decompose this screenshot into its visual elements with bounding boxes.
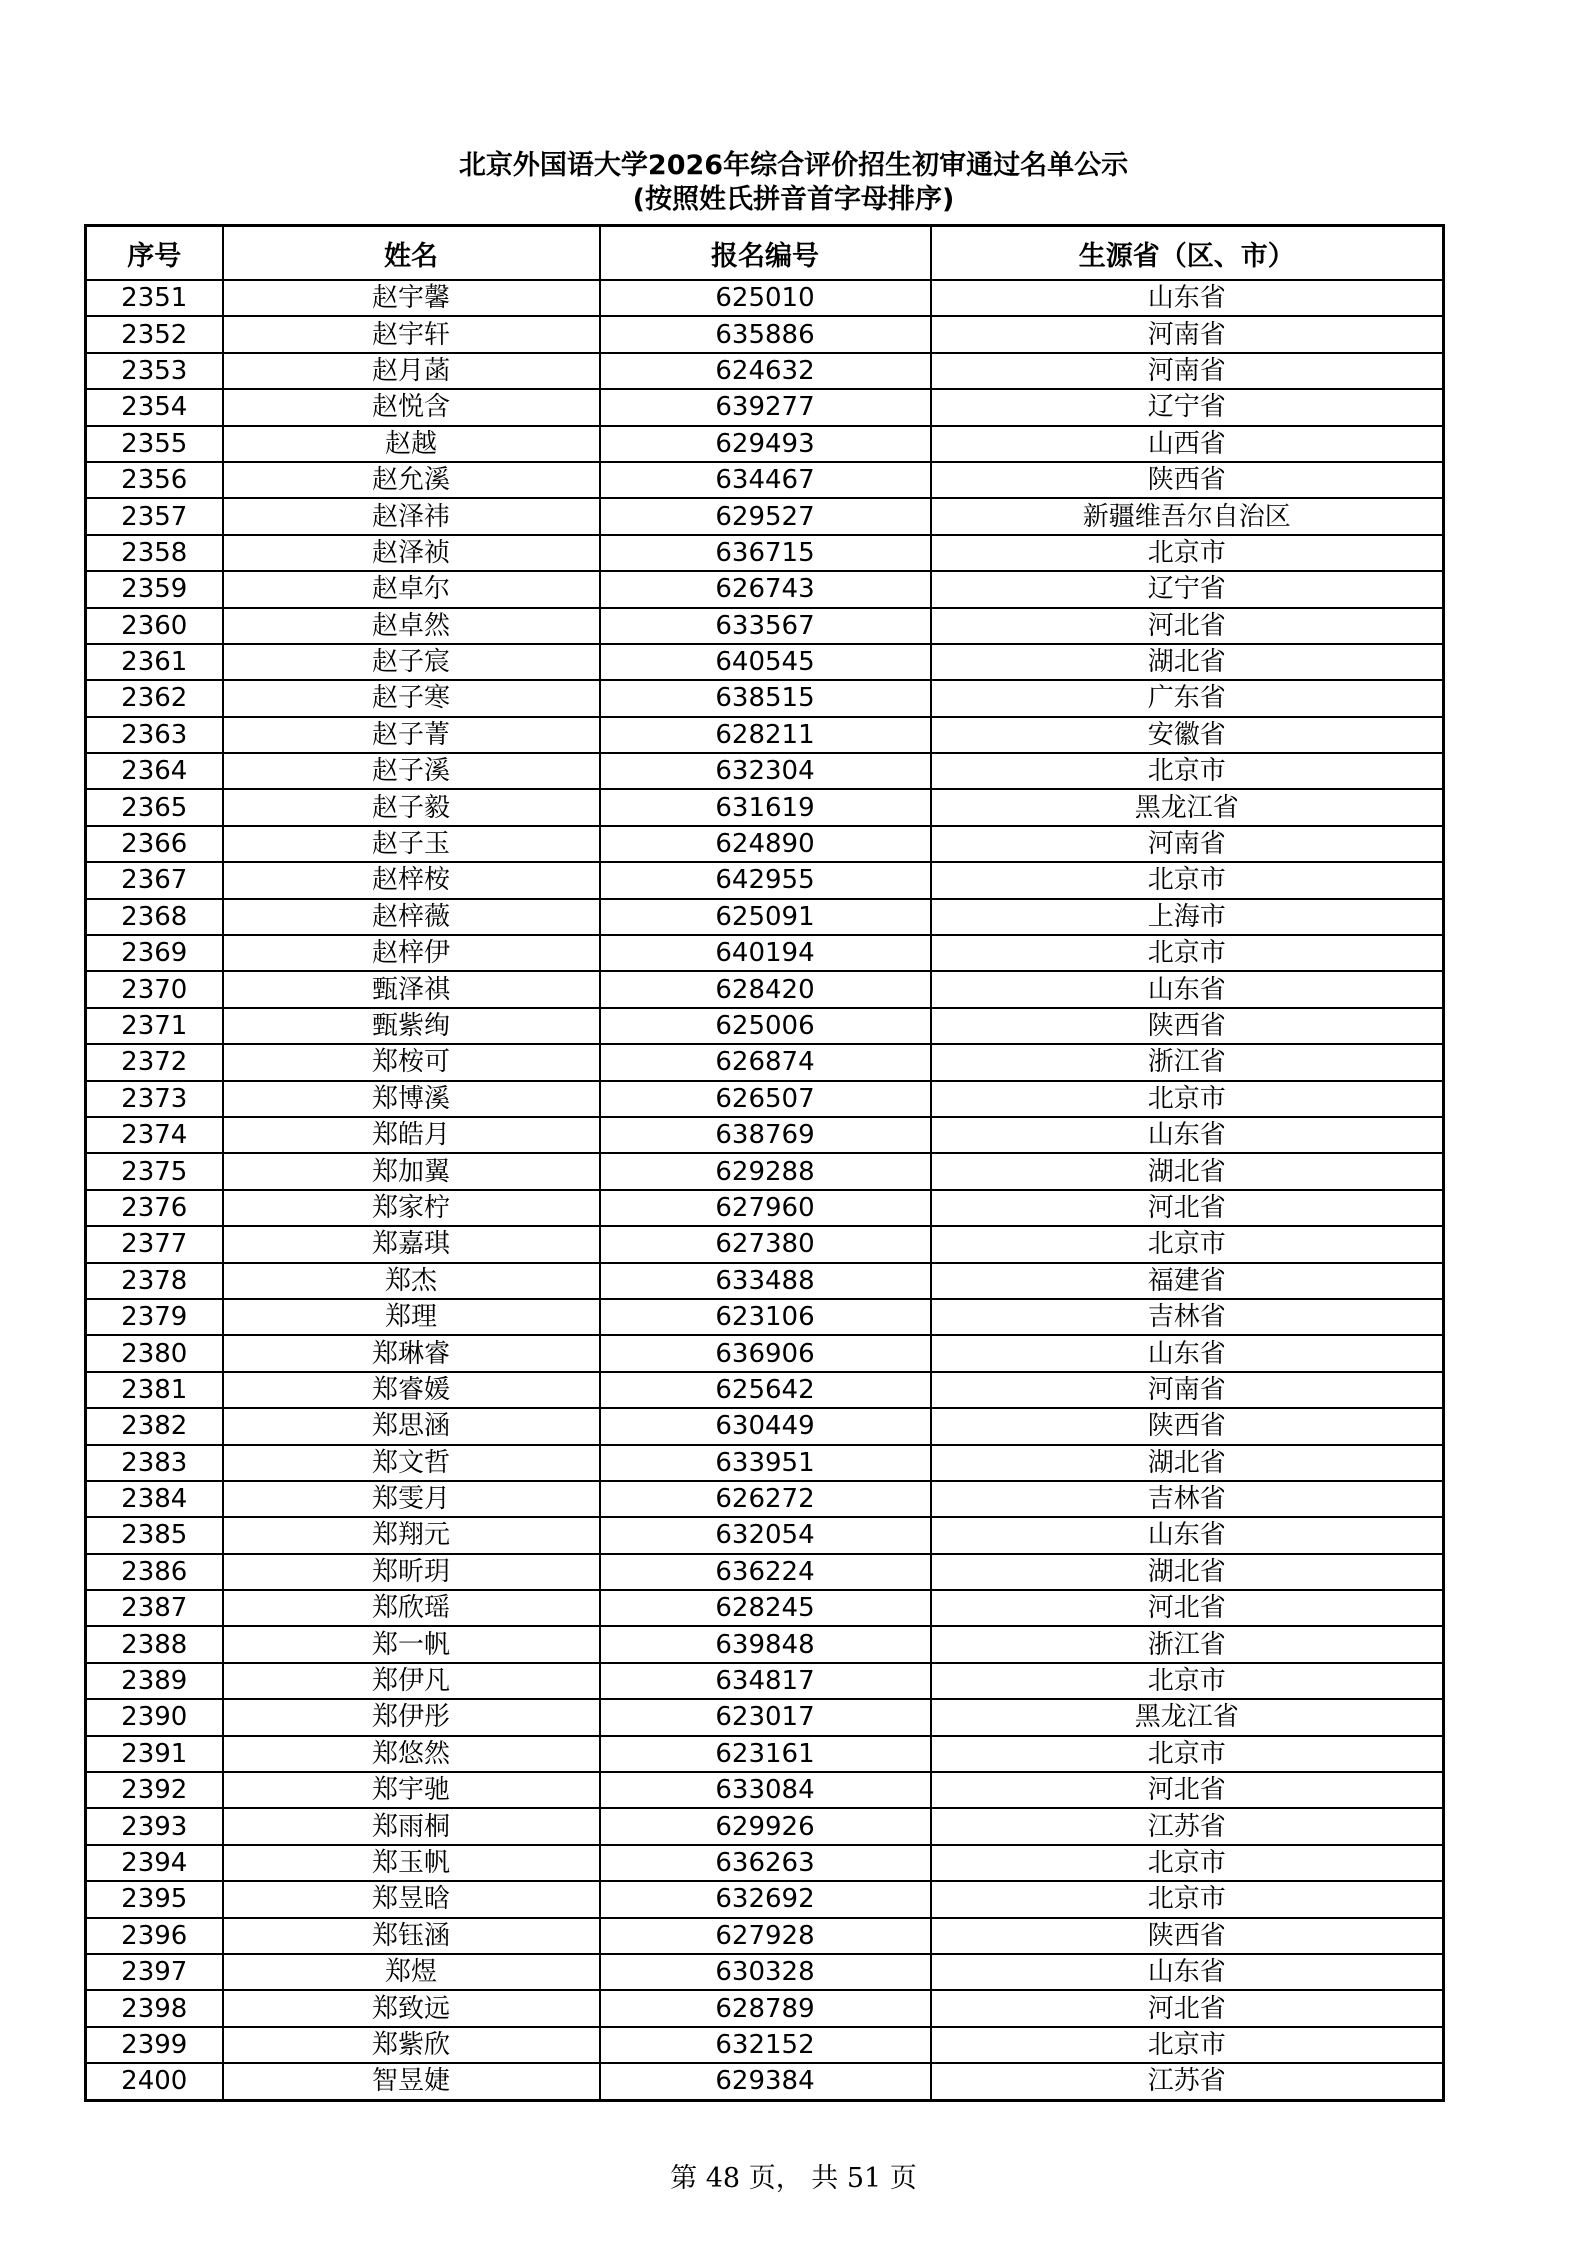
cell-registration-number: 625006 — [600, 1008, 931, 1044]
table-row — [86, 1918, 1444, 1954]
cell-serial-number: 2390 — [86, 1699, 223, 1735]
cell-name: 郑悠然 — [223, 1736, 600, 1772]
table-row — [86, 789, 1444, 825]
cell-registration-number: 629527 — [600, 498, 931, 534]
cell-serial-number: 2377 — [86, 1226, 223, 1262]
table-row — [86, 353, 1444, 389]
cell-name: 赵悦含 — [223, 389, 600, 425]
table-row — [86, 1408, 1444, 1444]
cell-province: 山东省 — [931, 1517, 1444, 1553]
table-row — [86, 1481, 1444, 1517]
cell-province: 北京市 — [931, 935, 1444, 971]
table-row — [86, 1772, 1444, 1808]
cell-province: 湖北省 — [931, 1445, 1444, 1481]
table-row — [86, 1517, 1444, 1553]
cell-province: 江苏省 — [931, 1808, 1444, 1844]
cell-province: 河北省 — [931, 1190, 1444, 1226]
table-row — [86, 1881, 1444, 1917]
cell-name: 郑紫欣 — [223, 2027, 600, 2063]
cell-serial-number: 2358 — [86, 535, 223, 571]
cell-serial-number: 2378 — [86, 1263, 223, 1299]
cell-serial-number: 2376 — [86, 1190, 223, 1226]
cell-province: 湖北省 — [931, 644, 1444, 680]
header-serial-number: 序号 — [86, 226, 223, 281]
cell-registration-number: 623161 — [600, 1736, 931, 1772]
header-name: 姓名 — [223, 226, 600, 281]
cell-serial-number: 2374 — [86, 1117, 223, 1153]
table-row — [86, 1445, 1444, 1481]
cell-registration-number: 632304 — [600, 753, 931, 789]
cell-name: 郑理 — [223, 1299, 600, 1335]
table-row — [86, 462, 1444, 498]
cell-name: 郑雯月 — [223, 1481, 600, 1517]
cell-province: 山东省 — [931, 971, 1444, 1007]
table-row — [86, 1990, 1444, 2026]
cell-registration-number: 624890 — [600, 826, 931, 862]
cell-registration-number: 626874 — [600, 1044, 931, 1080]
table-row — [86, 680, 1444, 716]
cell-registration-number: 628789 — [600, 1990, 931, 2026]
table-row — [86, 1954, 1444, 1990]
cell-province: 山东省 — [931, 1117, 1444, 1153]
cell-province: 北京市 — [931, 862, 1444, 898]
cell-name: 郑雨桐 — [223, 1808, 600, 1844]
cell-serial-number: 2352 — [86, 316, 223, 352]
cell-province: 山东省 — [931, 1954, 1444, 1990]
table-row — [86, 644, 1444, 680]
table-row — [86, 426, 1444, 462]
cell-serial-number: 2366 — [86, 826, 223, 862]
cell-province: 黑龙江省 — [931, 1699, 1444, 1735]
cell-serial-number: 2363 — [86, 717, 223, 753]
cell-serial-number: 2351 — [86, 280, 223, 316]
cell-registration-number: 629384 — [600, 2063, 931, 2100]
table-row — [86, 862, 1444, 898]
cell-serial-number: 2398 — [86, 1990, 223, 2026]
cell-province: 福建省 — [931, 1263, 1444, 1299]
cell-province: 江苏省 — [931, 2063, 1444, 2100]
cell-serial-number: 2387 — [86, 1590, 223, 1626]
document-subtitle: (按照姓氏拼音首字母排序) — [632, 184, 955, 215]
cell-serial-number: 2355 — [86, 426, 223, 462]
cell-province: 北京市 — [931, 753, 1444, 789]
cell-registration-number: 634467 — [600, 462, 931, 498]
cell-registration-number: 639277 — [600, 389, 931, 425]
table-row — [86, 1699, 1444, 1735]
cell-serial-number: 2380 — [86, 1335, 223, 1371]
cell-serial-number: 2393 — [86, 1808, 223, 1844]
cell-province: 湖北省 — [931, 1153, 1444, 1189]
table-row — [86, 971, 1444, 1007]
table-row — [86, 1335, 1444, 1371]
cell-registration-number: 633084 — [600, 1772, 931, 1808]
cell-serial-number: 2362 — [86, 680, 223, 716]
cell-serial-number: 2365 — [86, 789, 223, 825]
cell-name: 甄泽祺 — [223, 971, 600, 1007]
cell-registration-number: 636224 — [600, 1554, 931, 1590]
cell-registration-number: 640545 — [600, 644, 931, 680]
cell-registration-number: 625010 — [600, 280, 931, 316]
cell-name: 郑致远 — [223, 1990, 600, 2026]
table-row — [86, 1190, 1444, 1226]
cell-name: 郑嘉琪 — [223, 1226, 600, 1262]
cell-registration-number: 624632 — [600, 353, 931, 389]
table-row — [86, 2063, 1444, 2100]
cell-province: 山东省 — [931, 1335, 1444, 1371]
cell-province: 山东省 — [931, 280, 1444, 316]
cell-serial-number: 2364 — [86, 753, 223, 789]
cell-name: 郑钰涵 — [223, 1918, 600, 1954]
cell-name: 赵子玉 — [223, 826, 600, 862]
cell-serial-number: 2375 — [86, 1153, 223, 1189]
cell-registration-number: 626507 — [600, 1081, 931, 1117]
page-footer: 第 48 页， 共 51 页 — [670, 2163, 917, 2194]
cell-province: 陕西省 — [931, 1408, 1444, 1444]
cell-serial-number: 2397 — [86, 1954, 223, 1990]
cell-province: 新疆维吾尔自治区 — [931, 498, 1444, 534]
admission-list-table — [84, 224, 1445, 2102]
table-row — [86, 1299, 1444, 1335]
table-row — [86, 1626, 1444, 1662]
table-row — [86, 608, 1444, 644]
cell-registration-number: 627380 — [600, 1226, 931, 1262]
cell-serial-number: 2395 — [86, 1881, 223, 1917]
cell-serial-number: 2370 — [86, 971, 223, 1007]
cell-name: 郑伊凡 — [223, 1663, 600, 1699]
cell-serial-number: 2368 — [86, 899, 223, 935]
cell-registration-number: 639848 — [600, 1626, 931, 1662]
cell-name: 赵泽祎 — [223, 498, 600, 534]
cell-province: 陕西省 — [931, 1918, 1444, 1954]
table-row — [86, 1845, 1444, 1881]
cell-registration-number: 626743 — [600, 571, 931, 607]
cell-province: 浙江省 — [931, 1626, 1444, 1662]
cell-province: 黑龙江省 — [931, 789, 1444, 825]
cell-registration-number: 634817 — [600, 1663, 931, 1699]
cell-registration-number: 628245 — [600, 1590, 931, 1626]
table-row — [86, 899, 1444, 935]
cell-province: 山西省 — [931, 426, 1444, 462]
cell-name: 赵月菡 — [223, 353, 600, 389]
cell-serial-number: 2394 — [86, 1845, 223, 1881]
cell-registration-number: 638515 — [600, 680, 931, 716]
table-body — [86, 280, 1444, 2100]
cell-province: 北京市 — [931, 1663, 1444, 1699]
cell-province: 陕西省 — [931, 462, 1444, 498]
table-row — [86, 935, 1444, 971]
table-header-row — [86, 226, 1444, 281]
cell-name: 甄紫绚 — [223, 1008, 600, 1044]
cell-serial-number: 2371 — [86, 1008, 223, 1044]
cell-province: 河南省 — [931, 1372, 1444, 1408]
cell-province: 北京市 — [931, 1881, 1444, 1917]
cell-name: 郑博溪 — [223, 1081, 600, 1117]
cell-name: 赵子溪 — [223, 753, 600, 789]
cell-name: 赵宇轩 — [223, 316, 600, 352]
cell-serial-number: 2385 — [86, 1517, 223, 1553]
cell-serial-number: 2391 — [86, 1736, 223, 1772]
cell-province: 北京市 — [931, 2027, 1444, 2063]
cell-serial-number: 2369 — [86, 935, 223, 971]
cell-province: 辽宁省 — [931, 389, 1444, 425]
cell-name: 郑杰 — [223, 1263, 600, 1299]
cell-registration-number: 640194 — [600, 935, 931, 971]
cell-province: 北京市 — [931, 1736, 1444, 1772]
cell-name: 郑欣瑶 — [223, 1590, 600, 1626]
table-row — [86, 1044, 1444, 1080]
cell-serial-number: 2386 — [86, 1554, 223, 1590]
cell-registration-number: 625091 — [600, 899, 931, 935]
cell-name: 赵子菁 — [223, 717, 600, 753]
cell-serial-number: 2399 — [86, 2027, 223, 2063]
table-row — [86, 1081, 1444, 1117]
cell-registration-number: 627928 — [600, 1918, 931, 1954]
cell-province: 河北省 — [931, 1772, 1444, 1808]
cell-serial-number: 2373 — [86, 1081, 223, 1117]
table-row — [86, 1153, 1444, 1189]
cell-name: 赵宇馨 — [223, 280, 600, 316]
cell-registration-number: 633567 — [600, 608, 931, 644]
cell-registration-number: 628211 — [600, 717, 931, 753]
cell-name: 郑加翼 — [223, 1153, 600, 1189]
table-row — [86, 1590, 1444, 1626]
cell-registration-number: 630449 — [600, 1408, 931, 1444]
cell-name: 郑皓月 — [223, 1117, 600, 1153]
cell-registration-number: 632152 — [600, 2027, 931, 2063]
cell-serial-number: 2360 — [86, 608, 223, 644]
cell-name: 赵泽祯 — [223, 535, 600, 571]
cell-name: 郑桉可 — [223, 1044, 600, 1080]
cell-province: 安徽省 — [931, 717, 1444, 753]
cell-province: 广东省 — [931, 680, 1444, 716]
cell-registration-number: 629288 — [600, 1153, 931, 1189]
cell-province: 上海市 — [931, 899, 1444, 935]
cell-name: 赵越 — [223, 426, 600, 462]
table-row — [86, 2027, 1444, 2063]
cell-name: 郑睿媛 — [223, 1372, 600, 1408]
table-row — [86, 1372, 1444, 1408]
cell-registration-number: 633488 — [600, 1263, 931, 1299]
cell-registration-number: 627960 — [600, 1190, 931, 1226]
cell-serial-number: 2396 — [86, 1918, 223, 1954]
table-row — [86, 1736, 1444, 1772]
cell-registration-number: 636715 — [600, 535, 931, 571]
cell-name: 赵允溪 — [223, 462, 600, 498]
cell-registration-number: 642955 — [600, 862, 931, 898]
table-row — [86, 389, 1444, 425]
cell-registration-number: 628420 — [600, 971, 931, 1007]
table-row — [86, 316, 1444, 352]
cell-province: 浙江省 — [931, 1044, 1444, 1080]
cell-province: 辽宁省 — [931, 571, 1444, 607]
cell-serial-number: 2356 — [86, 462, 223, 498]
cell-registration-number: 625642 — [600, 1372, 931, 1408]
cell-registration-number: 623017 — [600, 1699, 931, 1735]
cell-registration-number: 626272 — [600, 1481, 931, 1517]
cell-name: 郑煜 — [223, 1954, 600, 1990]
document-title: 北京外国语大学2026年综合评价招生初审通过名单公示 — [458, 150, 1129, 181]
table-row — [86, 571, 1444, 607]
cell-registration-number: 636906 — [600, 1335, 931, 1371]
cell-serial-number: 2379 — [86, 1299, 223, 1335]
cell-province: 湖北省 — [931, 1554, 1444, 1590]
cell-province: 北京市 — [931, 1226, 1444, 1262]
table-row — [86, 1117, 1444, 1153]
cell-name: 郑玉帆 — [223, 1845, 600, 1881]
cell-serial-number: 2361 — [86, 644, 223, 680]
cell-serial-number: 2357 — [86, 498, 223, 534]
cell-province: 北京市 — [931, 535, 1444, 571]
header-registration-number: 报名编号 — [600, 226, 931, 281]
cell-registration-number: 631619 — [600, 789, 931, 825]
cell-province: 河南省 — [931, 316, 1444, 352]
cell-serial-number: 2383 — [86, 1445, 223, 1481]
cell-serial-number: 2400 — [86, 2063, 223, 2100]
cell-province: 河北省 — [931, 608, 1444, 644]
cell-registration-number: 630328 — [600, 1954, 931, 1990]
cell-province: 吉林省 — [931, 1481, 1444, 1517]
cell-name: 郑一帆 — [223, 1626, 600, 1662]
cell-name: 郑宇驰 — [223, 1772, 600, 1808]
cell-province: 河北省 — [931, 1990, 1444, 2026]
cell-serial-number: 2381 — [86, 1372, 223, 1408]
table-row — [86, 1808, 1444, 1844]
cell-name: 赵子毅 — [223, 789, 600, 825]
cell-registration-number: 632692 — [600, 1881, 931, 1917]
cell-province: 北京市 — [931, 1081, 1444, 1117]
cell-name: 赵卓然 — [223, 608, 600, 644]
table-row — [86, 1008, 1444, 1044]
cell-name: 赵卓尔 — [223, 571, 600, 607]
cell-province: 吉林省 — [931, 1299, 1444, 1335]
cell-serial-number: 2389 — [86, 1663, 223, 1699]
table-row — [86, 280, 1444, 316]
table-row — [86, 1226, 1444, 1262]
table-row — [86, 753, 1444, 789]
cell-serial-number: 2372 — [86, 1044, 223, 1080]
cell-serial-number: 2353 — [86, 353, 223, 389]
table-row — [86, 1263, 1444, 1299]
cell-registration-number: 638769 — [600, 1117, 931, 1153]
cell-name: 郑昕玥 — [223, 1554, 600, 1590]
cell-name: 郑家柠 — [223, 1190, 600, 1226]
cell-registration-number: 623106 — [600, 1299, 931, 1335]
cell-province: 河南省 — [931, 826, 1444, 862]
cell-registration-number: 633951 — [600, 1445, 931, 1481]
cell-serial-number: 2388 — [86, 1626, 223, 1662]
cell-province: 河南省 — [931, 353, 1444, 389]
cell-name: 郑文哲 — [223, 1445, 600, 1481]
cell-province: 北京市 — [931, 1845, 1444, 1881]
cell-serial-number: 2367 — [86, 862, 223, 898]
cell-registration-number: 629926 — [600, 1808, 931, 1844]
cell-registration-number: 629493 — [600, 426, 931, 462]
table-row — [86, 1554, 1444, 1590]
table-row — [86, 717, 1444, 753]
cell-name: 赵子宸 — [223, 644, 600, 680]
cell-name: 郑琳睿 — [223, 1335, 600, 1371]
cell-name: 郑昱晗 — [223, 1881, 600, 1917]
header-province: 生源省（区、市） — [931, 226, 1444, 281]
cell-registration-number: 632054 — [600, 1517, 931, 1553]
cell-name: 郑翔元 — [223, 1517, 600, 1553]
table-row — [86, 535, 1444, 571]
cell-name: 赵梓桉 — [223, 862, 600, 898]
cell-registration-number: 635886 — [600, 316, 931, 352]
cell-province: 河北省 — [931, 1590, 1444, 1626]
cell-serial-number: 2392 — [86, 1772, 223, 1808]
cell-name: 赵梓伊 — [223, 935, 600, 971]
cell-name: 郑思涵 — [223, 1408, 600, 1444]
cell-serial-number: 2384 — [86, 1481, 223, 1517]
table-row — [86, 826, 1444, 862]
cell-serial-number: 2382 — [86, 1408, 223, 1444]
cell-name: 智昱婕 — [223, 2063, 600, 2100]
table-row — [86, 498, 1444, 534]
cell-name: 赵子寒 — [223, 680, 600, 716]
cell-name: 郑伊彤 — [223, 1699, 600, 1735]
cell-registration-number: 636263 — [600, 1845, 931, 1881]
cell-province: 陕西省 — [931, 1008, 1444, 1044]
cell-serial-number: 2354 — [86, 389, 223, 425]
cell-serial-number: 2359 — [86, 571, 223, 607]
table-row — [86, 1663, 1444, 1699]
cell-name: 赵梓薇 — [223, 899, 600, 935]
